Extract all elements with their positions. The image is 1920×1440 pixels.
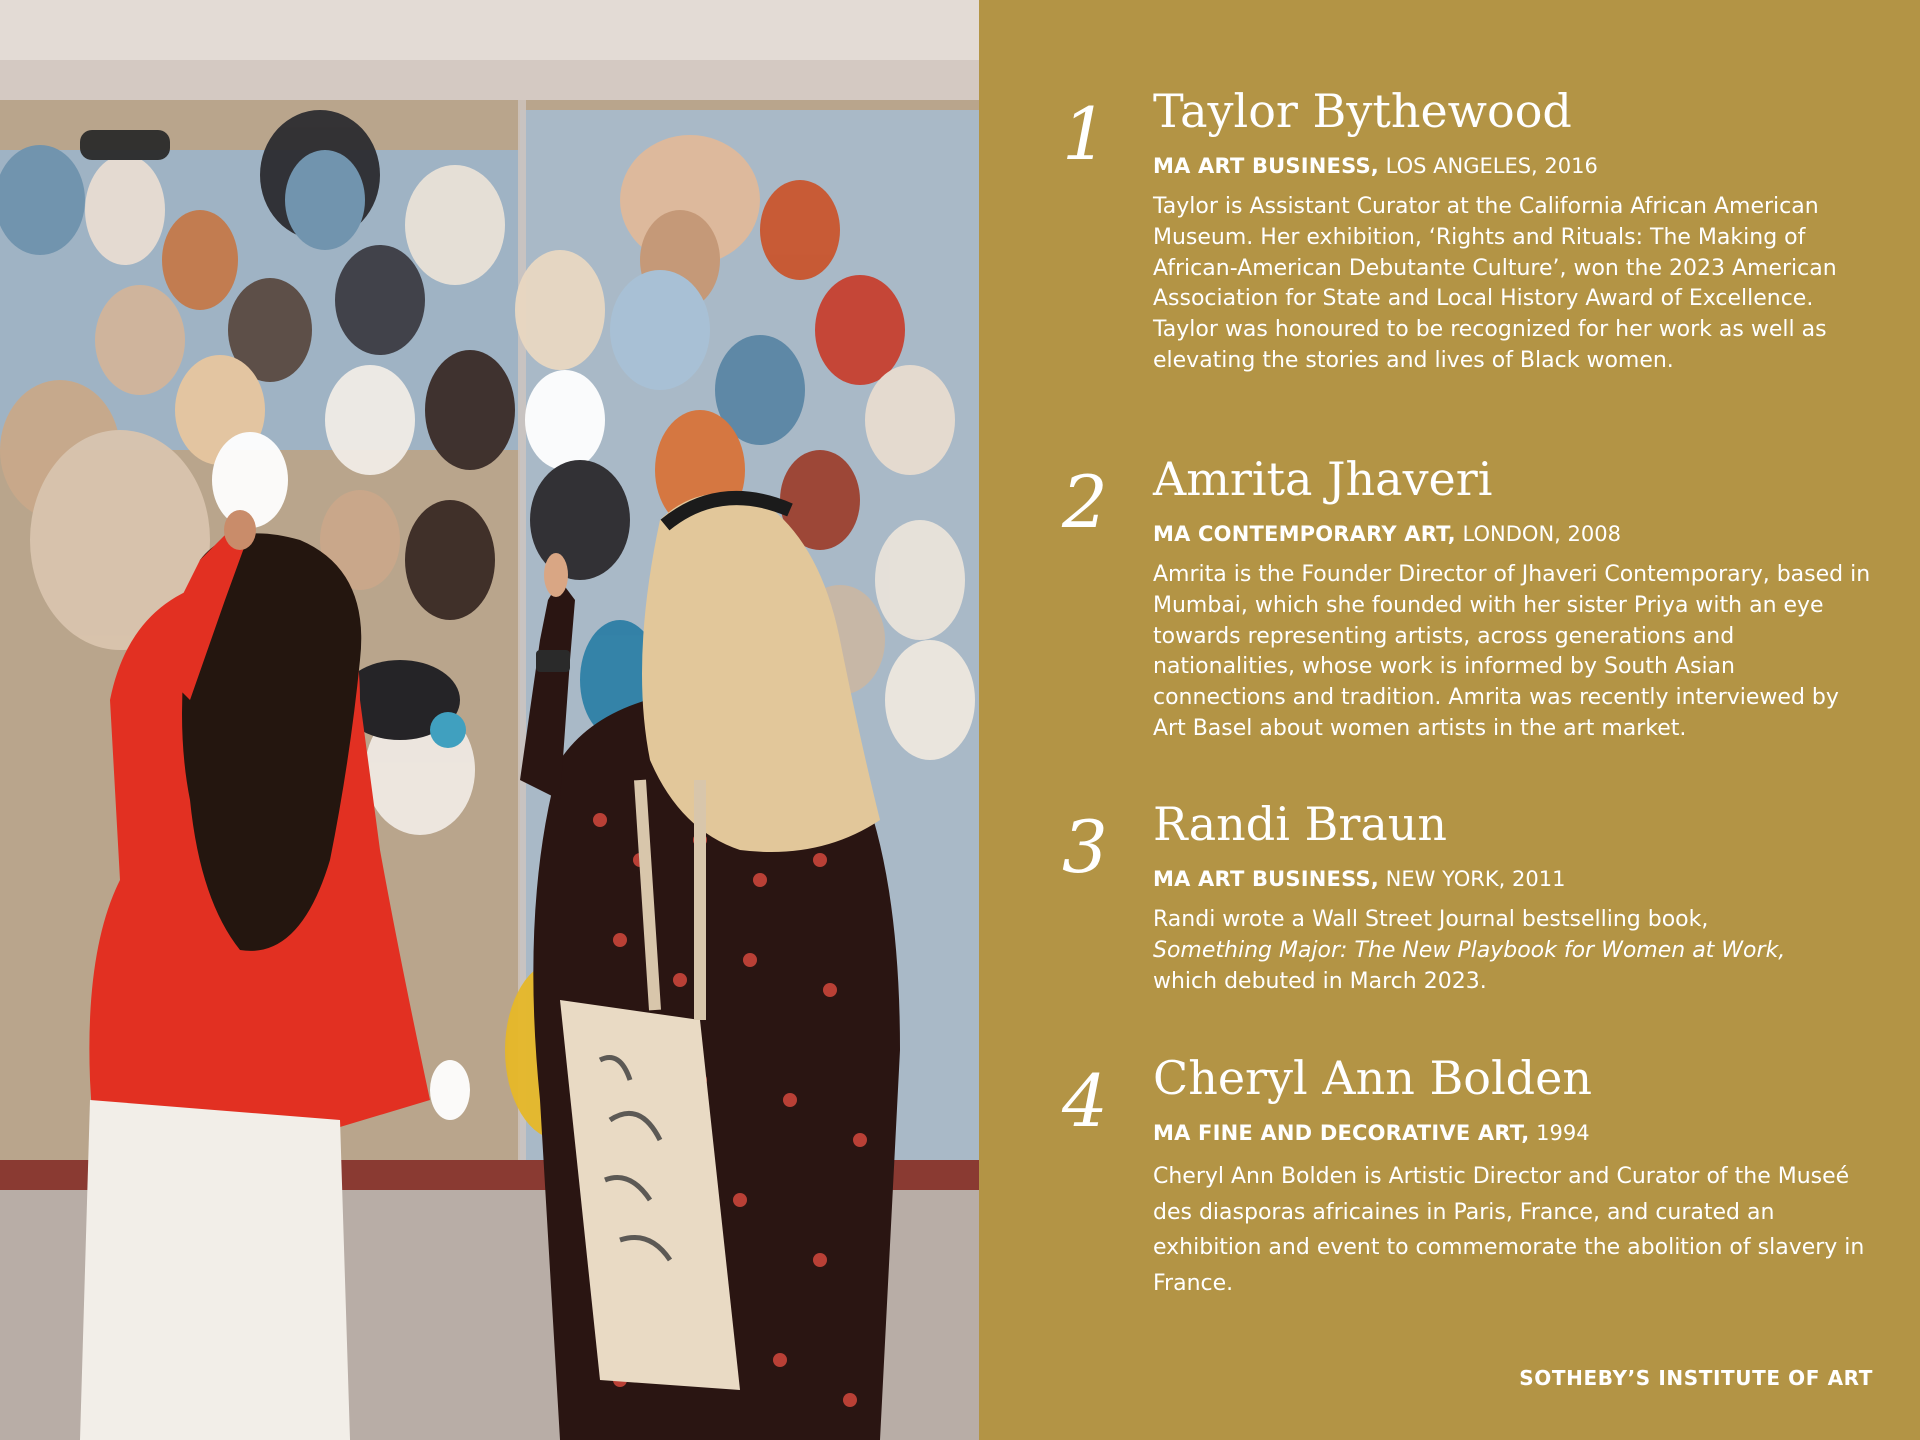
alumni-bio-intro: Randi wrote a Wall Street Journal bestselling book,: [1153, 907, 1709, 932]
alumni-place-year: LONDON, 2008: [1455, 522, 1621, 546]
alumni-bio-text: Cheryl Ann Bolden is Artistic Director and Curator of the Museé des diasporas africaines in Paris, France, and curated an exhibition and event to commemorate the abolition of slavery in France.: [1153, 1164, 1865, 1296]
alumni-bio: [1153, 192, 1873, 377]
alumni-place-year: LOS ANGELES, 2016: [1378, 154, 1598, 178]
alumni-bio: [1153, 1159, 1873, 1301]
alumni-name: Taylor Bythewood: [1153, 84, 1572, 138]
alumni-degree: MA ART BUSINESS,: [1153, 154, 1379, 178]
alumni-name: Randi Braun: [1153, 797, 1447, 851]
brand-logo-text: SOTHEBY’S INSTITUTE OF ART: [1519, 1366, 1873, 1390]
alumni-bio: [1153, 560, 1873, 745]
entry-number: 2: [1062, 460, 1108, 544]
alumni-degree-line: [1153, 867, 1565, 892]
alumni-degree-line: [1153, 154, 1598, 179]
alumni-name: Amrita Jhaveri: [1153, 452, 1493, 506]
alumni-panel: [979, 0, 1920, 1440]
alumni-degree: MA CONTEMPORARY ART,: [1153, 522, 1456, 546]
alumni-degree-line: [1153, 522, 1621, 547]
alumni-bio-text: Taylor is Assistant Curator at the California African American Museum. Her exhibition, ‘Rights and Rituals: The Making of African-American Debutante Culture’, won the 2023 American Association for State and Local History Award of Excellence. Taylor was honoured to be recognized for her work as well as elevating the stories and lives of Black women.: [1153, 194, 1837, 373]
alumni-bio-end: which debuted in March 2023.: [1153, 968, 1487, 994]
alumni-degree: MA FINE AND DECORATIVE ART,: [1153, 1121, 1530, 1145]
entry-number: 3: [1062, 805, 1108, 889]
alumni-place-year: NEW YORK, 2011: [1378, 867, 1566, 891]
entry-number: 4: [1062, 1059, 1108, 1143]
entry-number: 1: [1062, 92, 1108, 176]
alumni-name: Cheryl Ann Bolden: [1153, 1051, 1592, 1105]
alumni-degree: MA ART BUSINESS,: [1153, 867, 1379, 891]
alumni-bio: [1153, 905, 1873, 997]
alumni-place-year: 1994: [1529, 1121, 1590, 1145]
alumni-book-title: Something Major: The New Playbook for Women at Work,: [1153, 937, 1786, 963]
alumni-bio-text: Amrita is the Founder Director of Jhaveri Contemporary, based in Mumbai, which she founded with her sister Priya with an eye towards representing artists, across generations and nationalities, whose work is informed by South Asian connections and tradition. Amrita was recently interviewed by Art Basel about women artists in the art market.: [1153, 562, 1871, 741]
alumni-degree-line: [1153, 1121, 1590, 1146]
